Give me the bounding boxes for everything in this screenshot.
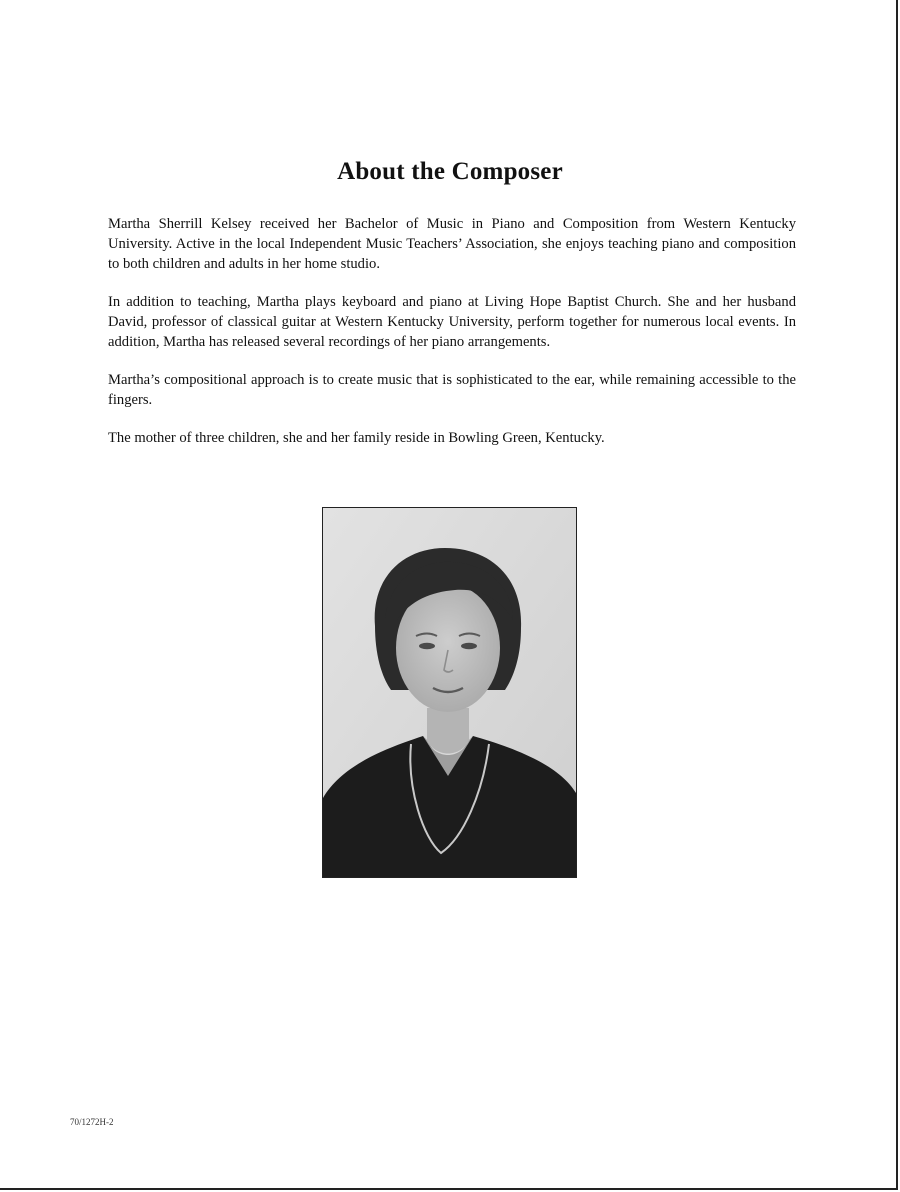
right-eye xyxy=(461,643,477,649)
bio-paragraph-approach: Martha’s compositional approach is to create music that is sophisticated to the ear, while remaining accessible to the fingers. xyxy=(108,372,796,408)
catalog-number: 70/1272H-2 xyxy=(70,1117,114,1127)
bio-paragraph-performance: In addition to teaching, Martha plays keyboard and piano at Living Hope Baptist Church. She and her husband David, professor of classical guitar at Western Kentucky University, perform together for numerous local events. In addition, Martha has released several recordings of her piano arrangements. xyxy=(108,294,796,350)
composer-photo xyxy=(322,507,577,878)
bio-paragraph-education: Martha Sherrill Kelsey received her Bachelor of Music in Piano and Composition from Western Kentucky University. Active in the local Independent Music Teachers’ Association, she enjoys teaching piano and composition to both children and adults in her home studio. xyxy=(108,216,796,272)
composer-bio xyxy=(108,214,796,466)
left-eye xyxy=(419,643,435,649)
neck xyxy=(427,708,469,754)
page-title: About the Composer xyxy=(337,158,563,185)
bio-paragraph-family: The mother of three children, she and her family reside in Bowling Green, Kentucky. xyxy=(108,430,605,446)
composer-portrait-image xyxy=(323,508,576,877)
